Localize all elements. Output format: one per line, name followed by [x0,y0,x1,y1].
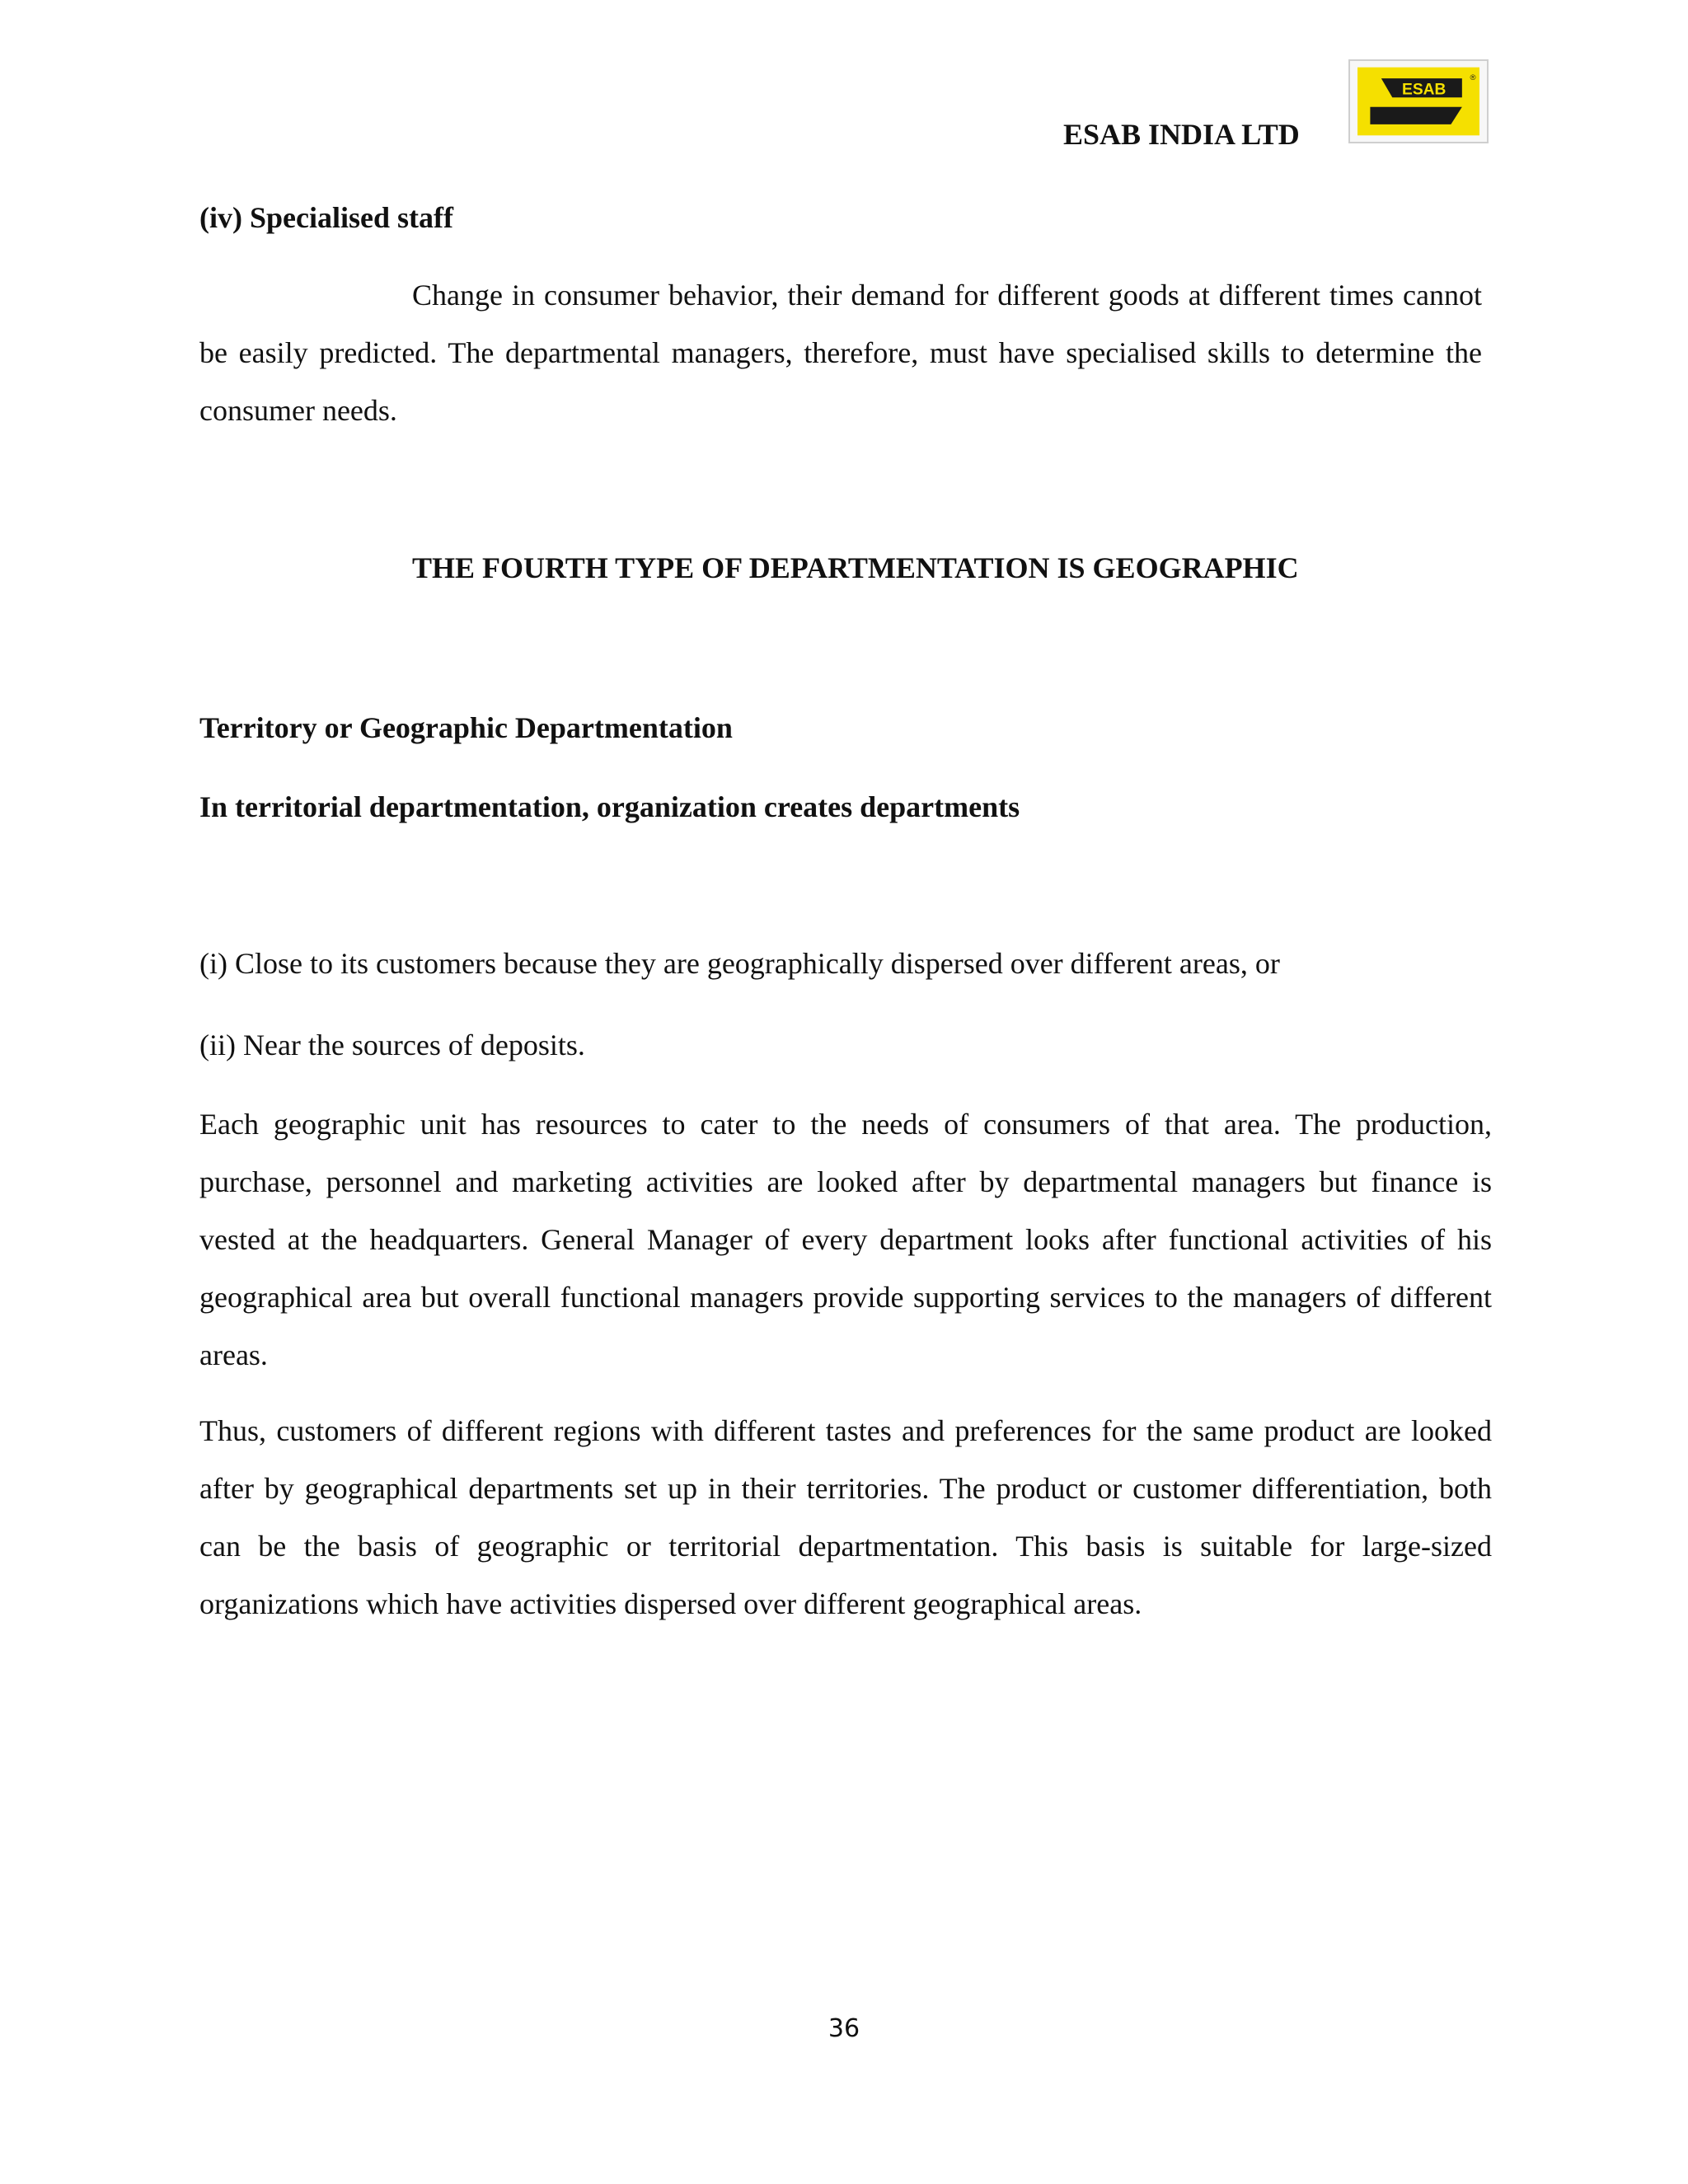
section-title: THE FOURTH TYPE OF DEPARTMENTATION IS GEOGRAPHIC [412,551,1299,584]
company-name: ESAB INDIA LTD [1063,118,1300,151]
territory-heading: Territory or Geographic Departmentation [199,711,733,744]
body-paragraph: Thus, customers of different regions with different tastes and preferences for the same product are looked after by geographical departments set up in their territories. The product or customer differentiation, both can be the basis of geographic or territorial departmentation. This basis is suitable for large-sized organizations which have activities dispersed over different geographical areas. [199,1414,1492,1620]
territory-subheading: In territorial departmentation, organization creates departments [199,790,1020,823]
logo-registered: ® [1470,73,1476,83]
page-number: 36 [828,2014,860,2043]
list-item: (i) Close to its customers because they are geographically dispersed over different areas, or [199,947,1280,980]
section-iv-paragraph: Change in consumer behavior, their demand for different goods at different times cannot be easily predicted. The departmental managers, therefore, must have specialised skills to determine the consumer needs. [199,279,1482,427]
section-iv-heading: (iv) Specialised staff [199,201,453,234]
logo-text: ESAB [1402,81,1447,99]
list-item: (ii) Near the sources of deposits. [199,1029,585,1062]
body-paragraph: Each geographic unit has resources to cater to the needs of consumers of that area. The production, purchase, personnel and marketing activities are looked after by departmental managers but finance is vested at the headquarters. General Manager of every department looks after functional activities of his geographical area but overall functional managers provide supporting services to the managers of different areas. [199,1108,1492,1371]
esab-logo [1348,59,1489,143]
esab-logo-icon [1350,61,1487,142]
